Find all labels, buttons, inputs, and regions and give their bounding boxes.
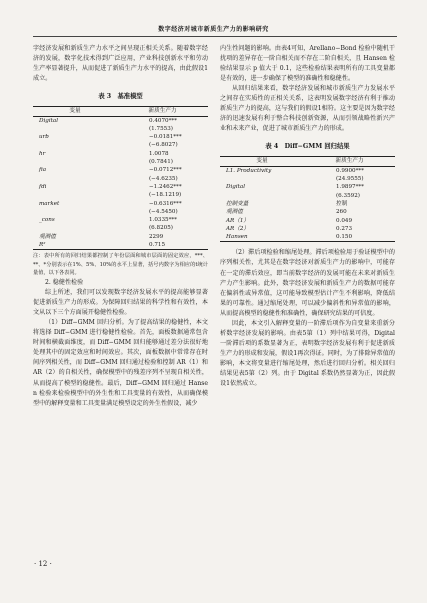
table-cell-variable [33,158,117,166]
table-row [33,133,208,141]
table3-note: 注：表中所有的回归结果都控制了年份层面和城市层面的固定效应，***、**、*分别表示在1%、5%、10%的水平上显著，括号内数字为相应的t统计量值，以下各表同。 [33,253,208,277]
paragraph: 综上所述，我们可以发现数字经济发展水平的提高能够显著促进新质生产力的形成。为保障回归结果的科学性和有效性，本文从以下三个方面展开稳健性检验。 [33,289,208,317]
table-cell-value: (0.7841) [149,159,173,166]
table-cell-value: (−4.5450) [149,208,178,215]
table-cell-variable [33,224,117,232]
table-row [220,217,395,225]
running-header: 数字经济对城市新质生产力的影响研究 [158,26,269,33]
table3 [33,106,208,250]
table-cell-variable [220,175,304,183]
table-cell-value: −1.2462*** [149,183,182,190]
table-cell-variable: 观测值 [226,209,243,216]
table-cell-value: 1.0335*** [149,217,177,224]
table-row [33,216,208,224]
table-cell-value: 2299 [149,233,164,240]
table-cell-variable: fdi [39,183,47,190]
table-row [33,191,208,199]
table-cell-variable: fia [39,167,47,174]
table-row [220,175,395,183]
table4-header-value: 新质生产力 [304,157,395,166]
table-cell-variable: urb [39,134,49,141]
section-title: 2. 稳健性检验 [45,279,84,287]
table-cell-variable [33,125,117,133]
table-cell-value: 0.715 [117,241,208,250]
table3-header-variable: 变量 [33,107,117,116]
table-cell-value: 1.9897*** [336,184,364,191]
table-row [220,166,395,175]
page-number: · 12 · [34,560,52,568]
paragraph: 内生性问题的影响。由表4可知，Arellano−Bond 检验中随机干扰项的差异存在一阶自相关而不存在二阶自相关，且 Hansen 检验结果显示 p 值大于 0.1，这些检验结果表明所有的工具变量都是有效的，进一步确保了模型的准确性和稳健性。 [220,45,395,83]
left-column [33,44,208,409]
table-cell-variable [220,192,304,200]
table-row [33,233,208,241]
table-cell-value: (6.8205) [149,225,173,232]
table-cell-value: 1.0078 [149,150,169,157]
table-cell-value: (6.3592) [336,192,360,199]
table-row [33,166,208,174]
table-row [33,200,208,208]
table-cell-value: −0.0712*** [149,167,182,174]
table3-caption: 表 3 基准模型 [98,93,143,101]
table-cell-variable: Digital [226,184,246,191]
table-cell-value: −0.0181*** [149,134,182,141]
paragraph: （1）Diff−GMM 回归分析。为了提高结果的稳健性，本文将选择 Diff−GMM 进行稳健性检验。首先，面板数据通常包含时间和横截面维度，而 Diff−GMM 回归能够通过差分法很好地处理其中的固定效应和时间效应。其次，面板数据中常常存在时间序列相关性，而 Diff−GMM 回归通过检验和控制 AR（1）和 AR（2）的自相关性，确保模型中的残差序列不呈现自相关性，从而提高了模型的稳健性。最后，Diff−GMM 回归通过 Hansen 检验来检验模型中的外生性和工具变量的有效性，从而确保模型中的解释变量和工具变量满足模型设定的外生性假设，减少 [33,319,208,407]
table-cell-variable: L1. Productivity [226,167,272,174]
table-row [220,225,395,233]
table-cell-variable: Hansen [220,233,304,242]
table-row [33,158,208,166]
table-row [33,116,208,125]
table-row [33,208,208,216]
table-cell-value: 0.150 [304,233,395,242]
table-cell-value: (1.7553) [149,125,173,132]
table-cell-value: (−4.6235) [149,175,178,182]
table-cell-value: −0.6316*** [149,200,182,207]
table-cell-value: 0.9900*** [336,167,364,174]
table-cell-value: 0.273 [336,225,353,232]
paragraph: 从回归结果来看，数字经济发展和城市新质生产力发展水平之间存在实质性的正相关关系，这表明发展数字经济有利于推动新质生产力的提高，这与我们的假设1相符。这主要是因为数字经济的迅速发展有利于整合科技创新资源，从而引领战略性新兴产业和未来产业，促进了城市新质生产力的形成。 [220,85,395,133]
table-cell-variable [33,191,117,199]
table-row [220,208,395,216]
table-cell-variable: R² [33,241,117,250]
table-cell-variable: 控制变量 [226,200,249,207]
table-cell-variable [33,141,117,149]
table-cell-value: (−6.8027) [149,142,178,149]
table-row [33,125,208,133]
table-row [220,192,395,200]
table-cell-value: 控制 [336,200,348,207]
table-cell-value: 260 [336,209,347,216]
paragraph: 因此，本文引入解释变量的一阶滞后项作为自变量来重新分析数字经济发展的影响。由表5第（1）列中结果可得，Digital 一阶滞后项的系数显著为正，表明数字经济发展有利于促进新质生产力的形成和发展，假设1再次得证。同时，为了排除异常值的影响，本文将变量进行缩尾处理，然后进行回归分析。相关回归结果见表5第（2）列。由于 Digital 系数仍然显著为正，因此假设1依然成立。 [220,319,395,388]
table-cell-value: (24.9555) [336,176,364,183]
table-cell-value: 0.4070*** [149,117,177,124]
table4 [220,156,395,242]
table-row [33,224,208,232]
table-cell-variable: Digital [39,117,59,124]
table-row [33,183,208,191]
table3-header-value: 新质生产力 [117,107,208,116]
table4-header-variable: 变量 [220,157,304,166]
table-cell-variable: AR（1） [226,217,249,224]
table-row [220,183,395,191]
paragraph: （2）滞后项检验和缩尾处理。滞后项检验用于验证模型中的序列相关性，尤其是在数字经济对新质生产力的影响中，可能存在一定的滞后效应，即当前数字经济的发展可能在未来对新质生产力产生影响。此外，数字经济发展和新质生产力的数据可能存在偏斜性或异常值，这可能导致模型估计产生不利影响，降低结果的可靠性。通过缩尾处理，可以减少偏斜性和异常值的影响，从而提高模型的稳健性和准确性，确保研究结果的可信度。 [220,249,395,317]
table-cell-variable [33,175,117,183]
table-row [33,150,208,158]
table-row [33,141,208,149]
table-cell-value: (−18.1219) [149,192,182,199]
table-cell-value: 0.049 [336,217,353,224]
paragraph: 字经济发展和新质生产力水平之间呈现正相关关系。随着数字经济的发展，数字化技术得到广泛应用，产业科技创新水平和劳动生产率显著提升，从而促进了新质生产力水平的提高，由此假设1成立。 [33,45,208,83]
table-cell-variable: market [39,200,60,207]
table-cell-variable: hr [39,150,46,157]
table-row [220,200,395,208]
header-rule [33,36,397,37]
table-row [33,175,208,183]
table-cell-variable: 观测值 [39,233,56,240]
table-row [220,233,395,242]
right-column [220,44,395,389]
table-cell-variable: AR（2） [226,225,249,232]
table4-caption: 表 4 Diff−GMM 回归结果 [265,143,350,151]
table-row [33,241,208,250]
table-cell-variable [33,208,117,216]
table-cell-variable: _cons [39,217,55,224]
